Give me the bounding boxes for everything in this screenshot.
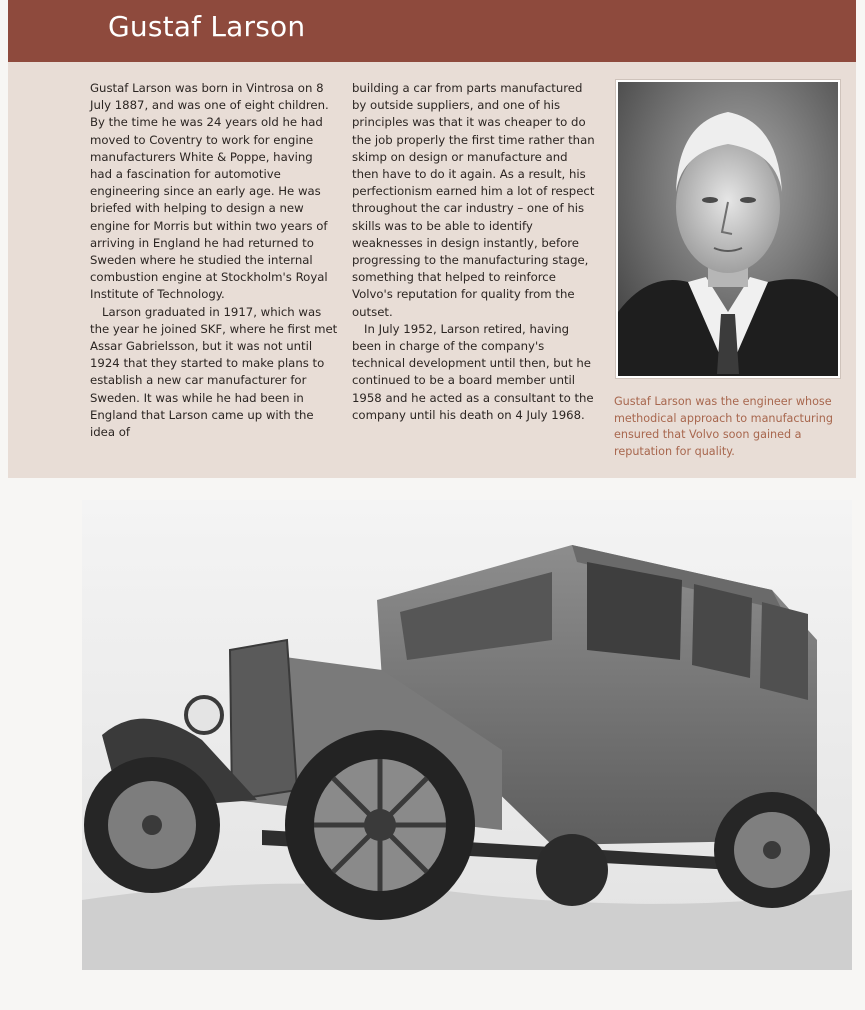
photo-caption: Gustaf Larson was the engineer whose methodical approach to manufacturing ensured that Volvo soon gained a reputation for quality.: [614, 395, 833, 458]
paragraph: building a car from parts manufactured by outside suppliers, and one of his principles was that it was cheaper to do the job properly the first time rather than skimp on design or manufacture and then have to do it again. As a result, his perfectionism earned him a lot of respect throughout the car industry – one of his skills was to be able to identify weaknesses in design instantly, before progressing to the manufacturing stage, something that helped to reinforce Volvo's reputation for quality from the outset.: [352, 81, 595, 319]
paragraph: In July 1952, Larson retired, having been in charge of the company's technical development until then, but he continued to be a board member until 1958 and he acted as a consultant to the company until his death on 4 July 1968.: [352, 321, 594, 422]
text-column-1: [90, 80, 338, 441]
page-title: Gustaf Larson: [108, 10, 306, 43]
text-column-2: [352, 80, 596, 424]
car-photo: [82, 500, 852, 970]
title-bar: [8, 0, 856, 62]
paragraph: Larson graduated in 1917, which was the year he joined SKF, where he first met Assar Gabrielsson, but it was not until 1924 that they started to make plans to establish a new car manufacturer for Sweden. It was while he had been in England that Larson came up with the idea of: [90, 304, 338, 440]
paragraph: Gustaf Larson was born in Vintrosa on 8 July 1887, and was one of eight children. By the time he was 24 years old he had moved to Coventry to work for engine manufacturers White & Poppe, having had a fascination for automotive engineering since an early age. He was briefed with helping to design a new engine for Morris but within two years of arriving in England he had returned to Sweden where he studied the internal combustion engine at Stockholm's Royal Institute of Technology.: [90, 81, 329, 302]
portrait-photo: [616, 80, 840, 378]
